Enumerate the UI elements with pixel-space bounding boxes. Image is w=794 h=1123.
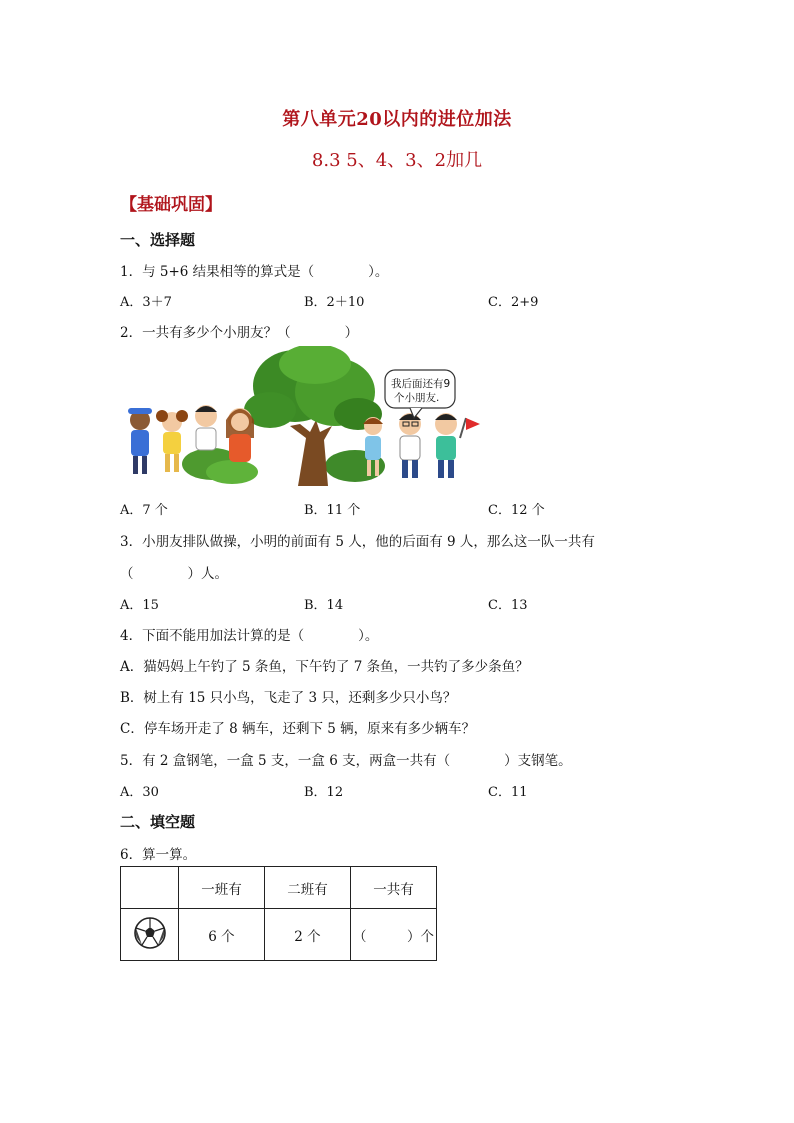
q2-option-c: C．12 个 bbox=[488, 503, 545, 518]
q1-option-b: B．2＋10 bbox=[304, 295, 365, 310]
q3-option-c: C．13 bbox=[488, 598, 528, 613]
question-4: 4．下面不能用加法计算的是（ ）。 bbox=[120, 628, 379, 644]
q5-option-b: B．12 bbox=[304, 785, 344, 800]
q3-option-a: A．15 bbox=[120, 598, 159, 613]
table-value-class1: 6 个 bbox=[179, 909, 265, 961]
q1-option-a: A．3＋7 bbox=[120, 295, 172, 310]
q4-option-b: B．树上有 15 只小鸟，飞走了 3 只，还剩多少只小鸟？ bbox=[120, 690, 457, 706]
q4-option-a: A．猫妈妈上午钓了 5 条鱼，下午钓了 7 条鱼，一共钓了多少条鱼？ bbox=[120, 659, 529, 675]
table-header-class1: 一班有 bbox=[179, 867, 265, 909]
q3-option-b: B．14 bbox=[304, 598, 344, 613]
table-value-total: （ ）个 bbox=[351, 909, 437, 961]
question-6: 6．算一算。 bbox=[120, 847, 197, 863]
speech-line-1: 我后面还有9 bbox=[391, 378, 451, 390]
question-1: 1．与 5+6 结果相等的算式是（ ）。 bbox=[120, 264, 389, 280]
table-value-class2: 2 个 bbox=[265, 909, 351, 961]
speech-line-2: 个小朋友. bbox=[394, 392, 440, 404]
part2-heading: 二、填空题 bbox=[120, 813, 196, 831]
soccer-ball-icon bbox=[133, 916, 167, 950]
table-header-total: 一共有 bbox=[351, 867, 437, 909]
question-2: 2．一共有多少个小朋友？（ ） bbox=[120, 325, 359, 341]
unit-title: 第八单元20以内的进位加法 bbox=[282, 109, 512, 130]
lesson-title: 8.3 5、4、3、2加几 bbox=[311, 150, 483, 171]
section-basic: 【基础巩固】 bbox=[120, 195, 222, 215]
q5-option-c: C．11 bbox=[488, 785, 528, 800]
q5-option-a: A．30 bbox=[120, 785, 159, 800]
part1-heading: 一、选择题 bbox=[120, 231, 196, 249]
children-tree-illustration bbox=[120, 346, 484, 488]
question-3-line-2: （ ）人。 bbox=[120, 566, 228, 582]
table-ball-cell bbox=[121, 909, 179, 961]
q1-option-c: C．2+9 bbox=[488, 295, 539, 310]
q6-table bbox=[120, 866, 437, 961]
q2-option-a: A．7 个 bbox=[120, 503, 168, 518]
question-3-line-1: 3．小朋友排队做操，小明的前面有 5 人，他的后面有 9 人，那么这一队一共有 bbox=[120, 534, 595, 550]
speech-bubble bbox=[385, 370, 455, 418]
question-5: 5．有 2 盒钢笔，一盒 5 支，一盒 6 支，两盒一共有（ ）支钢笔。 bbox=[120, 753, 572, 769]
table-corner-cell bbox=[121, 867, 179, 909]
q4-option-c: C．停车场开走了 8 辆车，还剩下 5 辆，原来有多少辆车？ bbox=[120, 721, 476, 737]
table-header-class2: 二班有 bbox=[265, 867, 351, 909]
q2-option-b: B．11 个 bbox=[304, 503, 361, 518]
